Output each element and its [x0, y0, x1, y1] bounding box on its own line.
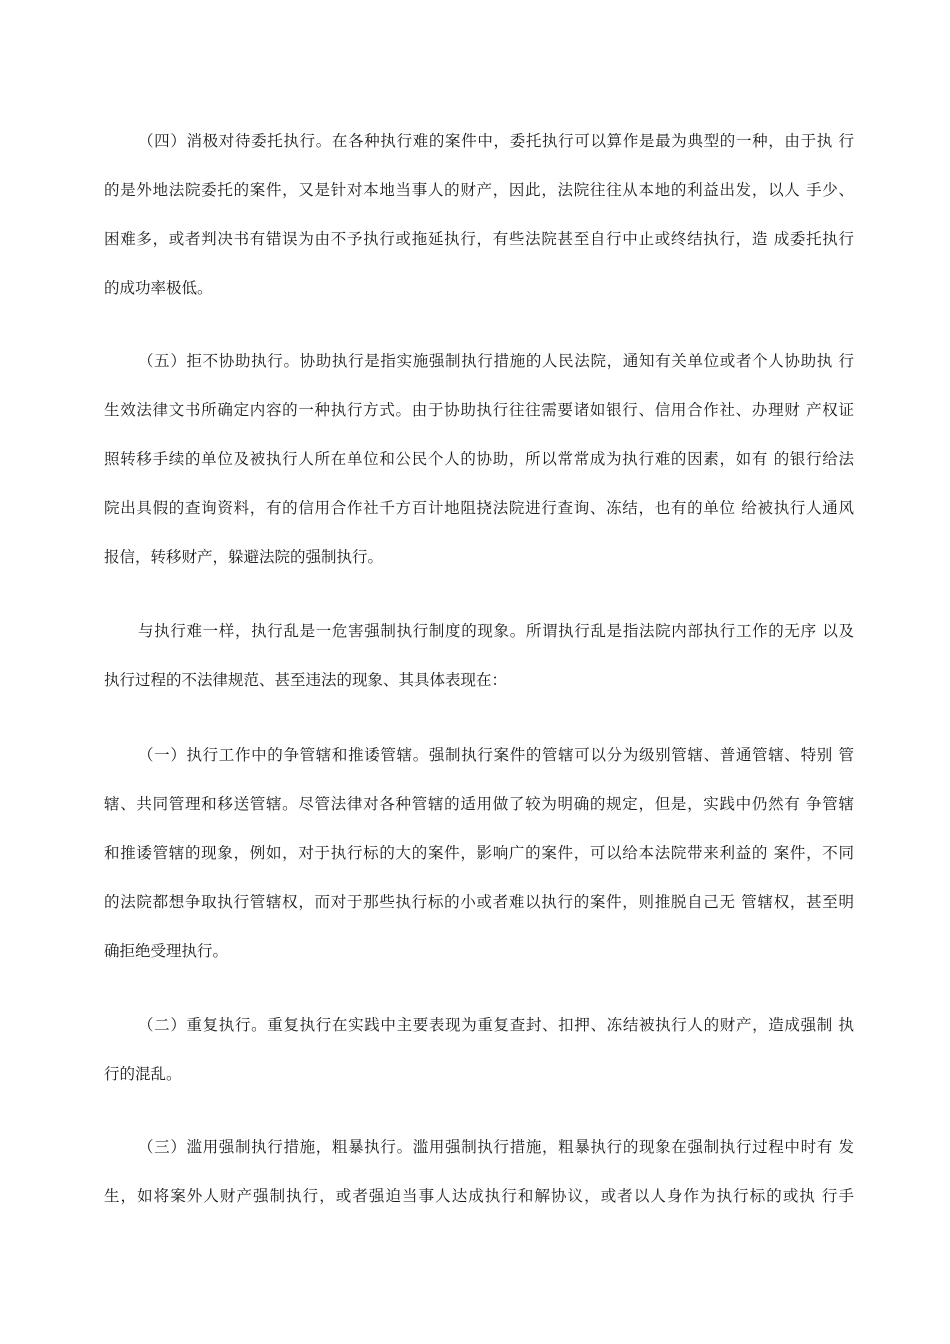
text-line: 确拒绝受理执行。 [104, 942, 229, 960]
paragraph-entrusted-execution [104, 117, 854, 313]
text-line: 的成功率极低。 [104, 279, 213, 297]
text-line: （四）消极对待委托执行。在各种执行难的案件中，委托执行可以算作是最为典型的一种，由于执 行 [138, 132, 854, 150]
paragraph-disorderly-execution [104, 607, 854, 705]
paragraph-refusal-to-assist [104, 337, 854, 582]
text-line: 的是外地法院委托的案件，又是针对本地当事人的财产，因此，法院往往从本地的利益出发，以人 手少、 [104, 181, 854, 199]
text-line: 报信，转移财产，躲避法院的强制执行。 [104, 548, 384, 566]
paragraph-repeated-execution [104, 1001, 854, 1099]
text-line: 生效法律文书所确定内容的一种执行方式。由于协助执行往往需要诸如银行、信用合作社、办理财 产权证 [104, 401, 854, 419]
text-line: （二）重复执行。重复执行在实践中主要表现为重复查封、扣押、冻结被执行人的财产，造成强制 执 [138, 1016, 854, 1034]
text-line: （一）执行工作中的争管辖和推诿管辖。强制执行案件的管辖可以分为级别管辖、普通管辖、特别 管 [138, 746, 854, 764]
text-line: （五）拒不协助执行。协助执行是指实施强制执行措施的人民法院，通知有关单位或者个人协助执 行 [138, 352, 854, 370]
text-line: 照转移手续的单位及被执行人所在单位和公民个人的协助，所以常常成为执行难的因素，如有 的银行给法 [104, 450, 854, 468]
text-line: 院出具假的查询资料，有的信用合作社千方百计地阻挠法院进行查询、冻结，也有的单位 给被执行人通风 [104, 499, 854, 517]
paragraph-jurisdiction-disputes [104, 731, 854, 976]
text-line: 生，如将案外人财产强制执行，或者强迫当事人达成执行和解协议，或者以人身作为执行标的或执 行手 [104, 1187, 854, 1205]
text-line: 的法院都想争取执行管辖权，而对于那些执行标的小或者难以执行的案件，则推脱自己无 管辖权，甚至明 [104, 893, 854, 911]
text-line: （三）滥用强制执行措施，粗暴执行。滥用强制执行措施，粗暴执行的现象在强制执行过程中时有 发 [138, 1138, 854, 1156]
text-line: 与执行难一样，执行乱是一危害强制执行制度的现象。所谓执行乱是指法院内部执行工作的无序 以及 [138, 622, 854, 640]
text-line: 行的混乱。 [104, 1065, 182, 1083]
text-line: 困难多，或者判决书有错误为由不予执行或拖延执行，有些法院甚至自行中止或终结执行，造 成委托执行 [104, 230, 854, 248]
paragraph-abuse-of-measures [104, 1123, 854, 1221]
text-line: 和推诿管辖的现象，例如，对于执行标的大的案件，影响广的案件，可以给本法院带来利益的 案件，不同 [104, 844, 854, 862]
text-line: 执行过程的不法律规范、甚至违法的现象、其具体表现在： [104, 671, 508, 689]
text-line: 辖、共同管理和移送管辖。尽管法律对各种管辖的适用做了较为明确的规定，但是，实践中仍然有 争管辖 [104, 795, 854, 813]
